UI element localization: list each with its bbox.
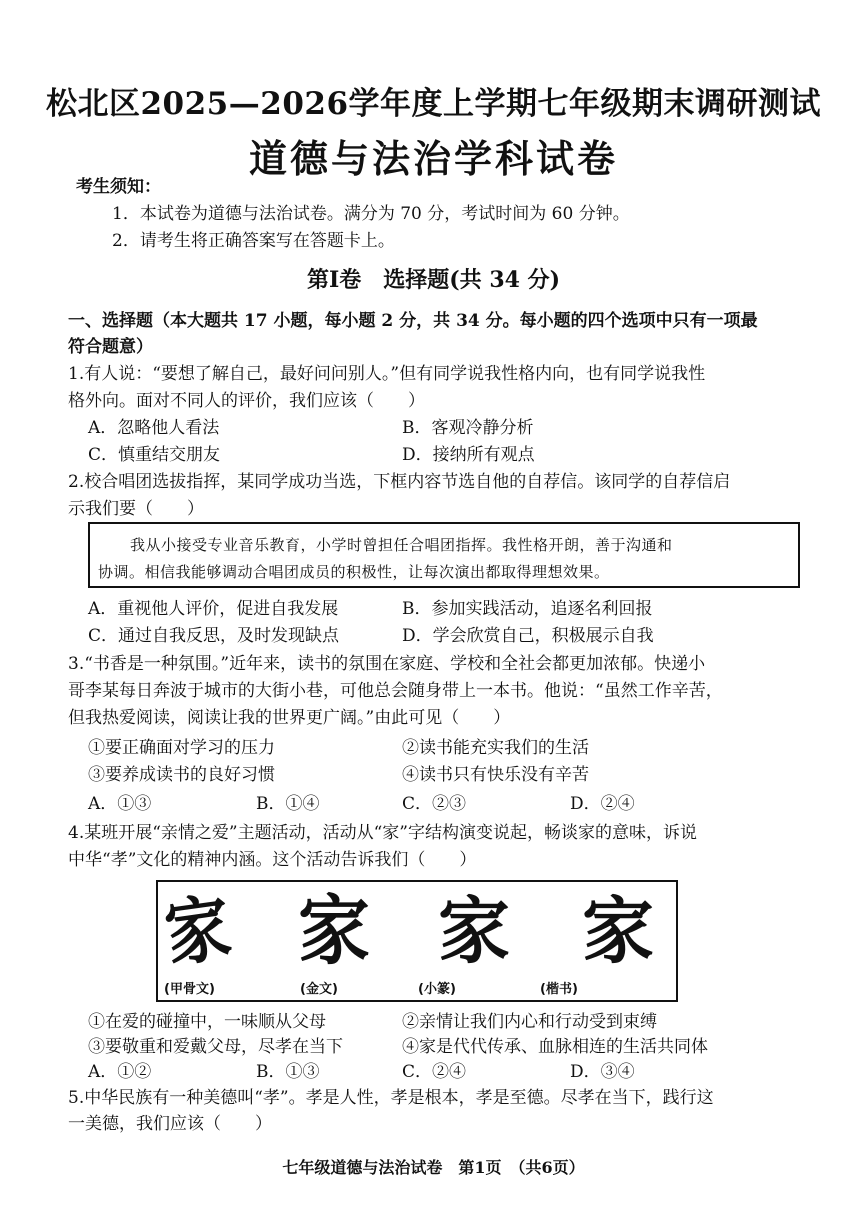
question-stem: 2.校合唱团选拔指挥，某同学成功当选，下框内容节选自他的自荐信。该同学的自荐信启: [68, 472, 731, 492]
option-c: C．通过自我反思，及时发现缺点: [88, 626, 340, 646]
option-d: D．接纳所有观点: [402, 445, 535, 465]
glyph-label: (金文): [300, 982, 338, 997]
notice-item: 1．本试卷为道德与法治试卷。满分为 70 分，考试时间为 60 分钟。: [112, 204, 630, 224]
option-a: A．①②: [88, 1062, 152, 1082]
statement-4: ④读书只有快乐没有辛苦: [402, 765, 589, 785]
excerpt-box: [88, 522, 800, 588]
option-b: B．参加实践活动，追逐名利回报: [402, 599, 653, 619]
page-footer: 七年级道德与法治试卷 第1页 （共6页）: [282, 1158, 585, 1177]
option-c: C．②④: [402, 1062, 467, 1082]
exam-title: 松北区2025—2026学年度上学期七年级期末调研测试: [45, 86, 822, 122]
excerpt-line: 我从小接受专业音乐教育，小学时曾担任合唱团指挥。我性格开朗，善于沟通和: [130, 536, 673, 554]
option-c: C．②③: [402, 794, 467, 814]
notice-item: 2．请考生将正确答案写在答题卡上。: [112, 231, 395, 251]
statement-1: ①要正确面对学习的压力: [88, 738, 275, 758]
glyph-label: (楷书): [540, 982, 578, 997]
glyph-label: (小篆): [418, 982, 456, 997]
option-a: A．重视他人评价，促进自我发展: [88, 599, 339, 619]
option-a: A．①③: [88, 794, 152, 814]
section-instruction: 一、选择题（本大题共 17 小题，每小题 2 分，共 34 分。每小题的四个选项中只有一项最: [68, 311, 758, 331]
question-stem: 3.“书香是一种氛围。”近年来，读书的氛围在家庭、学校和全社会都更加浓郁。快递小: [68, 654, 706, 674]
small-seal-glyph: 家: [438, 888, 511, 973]
question-stem: 示我们要（ ）: [68, 499, 204, 519]
glyph-label: (甲骨文): [164, 982, 215, 997]
statement-3: ③要养成读书的良好习惯: [88, 765, 275, 785]
section-title: 第Ⅰ卷 选择题(共 34 分): [306, 267, 561, 293]
question-stem: 1.有人说：“要想了解自己，最好问问别人。”但有同学说我性格内向，也有同学说我性: [68, 364, 706, 384]
statement-3: ③要敬重和爱戴父母，尽孝在当下: [88, 1037, 343, 1057]
character-evolution-figure: [156, 880, 678, 1002]
regular-script-glyph: 家: [582, 888, 655, 973]
oracle-bone-glyph: 家: [159, 883, 236, 978]
question-stem: 哥李某每日奔波于城市的大街小巷，可他总会随身带上一本书。他说：“虽然工作辛苦，: [68, 681, 723, 701]
question-stem: 但我热爱阅读，阅读让我的世界更广阔。”由此可见（ ）: [68, 708, 511, 728]
statement-2: ②亲情让我们内心和行动受到束缚: [402, 1012, 657, 1032]
statement-1: ①在爱的碰撞中，一味顺从父母: [88, 1012, 326, 1032]
option-a: A．忽略他人看法: [88, 418, 220, 438]
question-stem: 一美德，我们应该（ ）: [68, 1114, 272, 1134]
option-b: B．客观冷静分析: [402, 418, 534, 438]
option-d: D．学会欣赏自己，积极展示自我: [402, 626, 654, 646]
excerpt-line: 协调。相信我能够调动合唱团成员的积极性，让每次演出都取得理想效果。: [98, 563, 610, 581]
section-instruction: 符合题意）: [68, 337, 153, 357]
bronze-glyph: 家: [298, 885, 371, 976]
question-stem: 中华“孝”文化的精神内涵。这个活动告诉我们（ ）: [68, 850, 477, 870]
option-d: D．②④: [570, 794, 635, 814]
option-b: B．①③: [256, 1062, 320, 1082]
question-stem: 5.中华民族有一种美德叫“孝”。孝是人性，孝是根本，孝是至德。尽孝在当下，践行这: [68, 1088, 714, 1108]
question-stem: 格外向。面对不同人的评价，我们应该（ ）: [68, 391, 425, 411]
question-stem: 4.某班开展“亲情之爱”主题活动，活动从“家”字结构演变说起，畅谈家的意味，诉说: [68, 823, 697, 843]
option-b: B．①④: [256, 794, 320, 814]
exam-subtitle: 道德与法治学科试卷: [248, 136, 618, 181]
statement-4: ④家是代代传承、血脉相连的生活共同体: [402, 1037, 708, 1057]
statement-2: ②读书能充实我们的生活: [402, 738, 589, 758]
option-c: C．慎重结交朋友: [88, 445, 221, 465]
notice-heading: 考生须知：: [76, 177, 161, 197]
option-d: D．③④: [570, 1062, 635, 1082]
